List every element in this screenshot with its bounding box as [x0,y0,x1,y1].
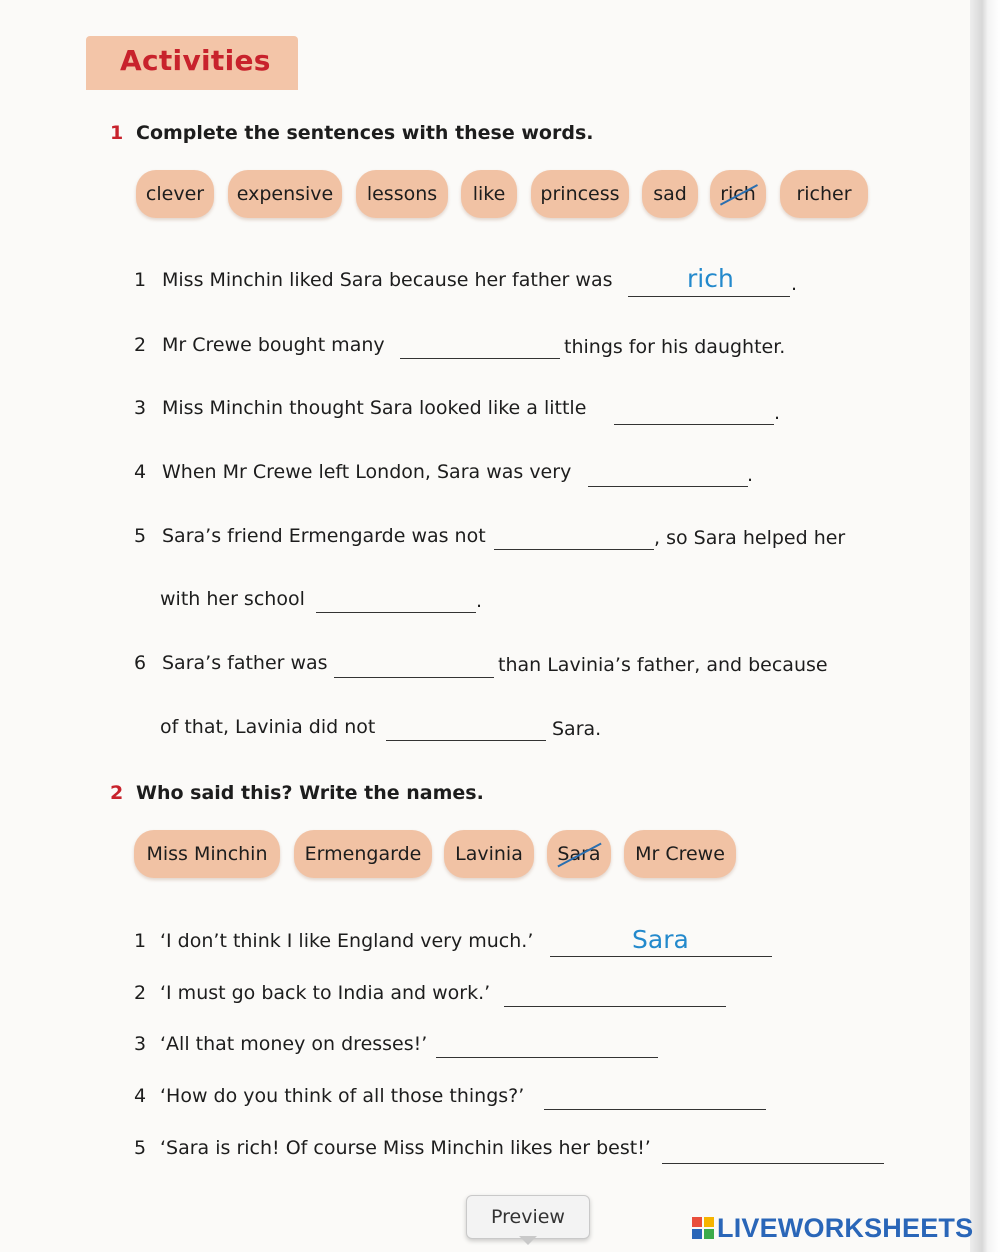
sentence-5-middle: , so Sara helped her [654,527,846,549]
sentence-4-text: When Mr Crewe left London, Sara was very [162,461,572,483]
quote-4-number: 4 [134,1085,147,1107]
quote-1-text: ‘I don’t think I like England very much.’ [160,930,534,952]
sentence-1-answer[interactable]: rich [687,264,734,293]
sentence-6-number: 6 [134,652,147,674]
word-chip-expensive[interactable]: expensive [228,170,342,218]
brand-name: LIVEWORKSHEETS [717,1212,974,1243]
word-chip-clever[interactable]: clever [136,170,214,218]
sentence-6-end: Sara. [552,718,602,740]
sentence-3-number: 3 [134,397,147,419]
quote-2-number: 2 [134,982,147,1004]
quote-3-blank[interactable] [436,1057,658,1058]
quote-2-blank[interactable] [504,1006,726,1007]
sentence-1-text: Miss Minchin liked Sara because her father was [162,269,613,291]
sentence-5-end: . [476,590,483,612]
liveworksheets-brand[interactable] [692,1213,973,1243]
sentence-6-text: Sara’s father was [162,652,328,674]
word-chip-lessons[interactable]: lessons [356,170,448,218]
sentence-4-number: 4 [134,461,147,483]
preview-pointer-icon [519,1236,537,1245]
sentence-1-number: 1 [134,269,147,291]
name-chip-lavinia[interactable]: Lavinia [444,830,534,878]
quote-5-number: 5 [134,1137,147,1159]
sentence-1-end: . [791,273,798,295]
word-chip-rich-crossed[interactable]: rich [710,170,766,218]
quote-5-text: ‘Sara is rich! Of course Miss Minchin likes her best!’ [160,1137,651,1159]
section-1-instruction: Complete the sentences with these words. [136,122,594,144]
sentence-5-blank-1[interactable] [494,549,654,550]
quote-1-blank[interactable] [550,956,772,957]
sentence-3-end: . [774,402,781,424]
quote-2-text: ‘I must go back to India and work.’ [160,982,491,1004]
preview-button[interactable]: Preview [466,1195,590,1239]
page-edge [970,0,1000,1252]
quote-1-answer[interactable]: Sara [632,925,689,954]
quote-4-text: ‘How do you think of all those things?’ [160,1085,525,1107]
section-1-number: 1 [110,122,124,144]
name-chip-miss-minchin[interactable]: Miss Minchin [134,830,280,878]
page-title: Activities [120,44,271,77]
sentence-3-blank[interactable] [614,424,774,425]
sentence-6-middle: than Lavinia’s father, and because [498,654,828,676]
quote-3-number: 3 [134,1033,147,1055]
sentence-3-text: Miss Minchin thought Sara looked like a little [162,397,587,419]
sentence-4-blank[interactable] [588,486,748,487]
sentence-2-text: Mr Crewe bought many [162,334,385,356]
sentence-2-blank[interactable] [400,358,560,359]
name-chip-mr-crewe[interactable]: Mr Crewe [624,830,736,878]
quote-1-number: 1 [134,930,147,952]
sentence-5-line2: with her school [160,588,305,610]
sentence-5-blank-2[interactable] [316,612,476,613]
name-chip-sara-crossed[interactable]: Sara [547,830,611,878]
sentence-2-end: things for his daughter. [564,336,786,358]
word-chip-richer[interactable]: richer [780,170,868,218]
sentence-6-line2: of that, Lavinia did not [160,716,376,738]
word-chip-princess[interactable]: princess [531,170,629,218]
sentence-5-number: 5 [134,525,147,547]
sentence-2-number: 2 [134,334,147,356]
sentence-4-end: . [747,464,754,486]
sentence-5-text: Sara’s friend Ermengarde was not [162,525,486,547]
name-chip-ermengarde[interactable]: Ermengarde [294,830,432,878]
liveworksheets-logo-icon [692,1217,714,1239]
word-chip-like[interactable]: like [461,170,517,218]
word-chip-sad[interactable]: sad [642,170,698,218]
section-2-number: 2 [110,782,124,804]
sentence-1-blank[interactable] [628,296,790,297]
sentence-6-blank-1[interactable] [334,677,494,678]
quote-4-blank[interactable] [544,1109,766,1110]
sentence-6-blank-2[interactable] [386,740,546,741]
quote-3-text: ‘All that money on dresses!’ [160,1033,428,1055]
section-2-instruction: Who said this? Write the names. [136,782,484,804]
quote-5-blank[interactable] [662,1163,884,1164]
